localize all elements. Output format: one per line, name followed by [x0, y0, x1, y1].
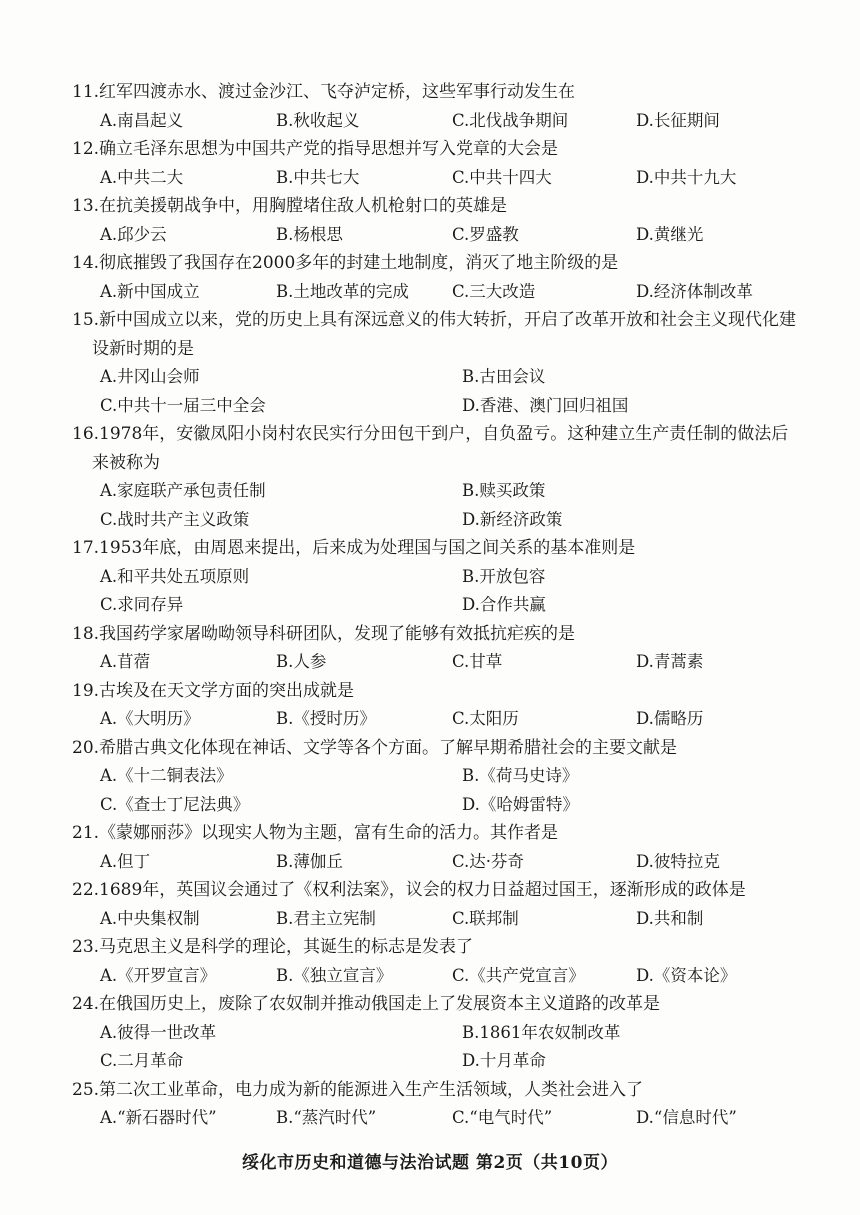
- option-c: C.北伐战争期间: [452, 110, 569, 130]
- option-b: B.《荷马史诗》: [462, 766, 579, 785]
- option-b: B.《独立宣言》: [276, 965, 393, 985]
- option-row: [72, 848, 802, 877]
- option-b: B.1861年农奴制改革: [462, 1022, 621, 1042]
- question-18: [72, 620, 802, 677]
- question-23: [72, 933, 802, 990]
- option-a: A.彼得一世改革: [100, 1022, 217, 1042]
- option-grid: [72, 1019, 802, 1076]
- option-b: B.“蒸汽时代”: [276, 1108, 377, 1127]
- option-c: C.求同存异: [100, 595, 184, 614]
- option-row: [72, 164, 802, 193]
- option-c: C.太阳历: [452, 709, 519, 728]
- question-15: [72, 306, 802, 420]
- option-d: D.彼特拉克: [636, 851, 720, 871]
- question-14: [72, 249, 802, 306]
- question-13: [72, 192, 802, 249]
- option-row: [72, 648, 802, 677]
- option-d: D.十月革命: [462, 1051, 546, 1070]
- option-a: A.新中国成立: [100, 281, 200, 301]
- option-grid: [72, 762, 802, 819]
- option-b: B.杨根思: [276, 224, 343, 244]
- question-stem: 13.在抗美援朝战争中，用胸膛堵住敌人机枪射口的英雄是: [72, 196, 508, 216]
- option-d: D.新经济政策: [462, 509, 563, 529]
- option-c: C.联邦制: [452, 908, 519, 928]
- option-a: A.家庭联产承包责任制: [100, 481, 266, 500]
- question-stem: 15.新中国成立以来，党的历史上具有深远意义的伟大转折，开启了改革开放和社会主义现代化建设新时期的是: [72, 310, 797, 359]
- option-d: D.《哈姆雷特》: [462, 794, 579, 814]
- option-grid: [72, 477, 802, 534]
- question-stem: 11.红军四渡赤水、渡过金沙江、飞夺泸定桥，这些军事行动发生在: [72, 82, 576, 102]
- option-d: D.共和制: [636, 908, 704, 928]
- option-b: B.中共七大: [276, 167, 360, 187]
- question-stem: 20.希腊古典文化体现在神话、文学等各个方面。了解早期希腊社会的主要文献是: [72, 737, 678, 758]
- option-c: C.《查士丁尼法典》: [100, 794, 250, 814]
- option-grid: [72, 563, 802, 620]
- option-c: C.二月革命: [100, 1051, 184, 1070]
- option-b: B.古田会议: [462, 367, 546, 386]
- question-stem: 14.彻底摧毁了我国存在2000多年的封建土地制度，消灭了地主阶级的是: [72, 253, 619, 273]
- option-row: [72, 905, 802, 934]
- option-d: D.“信息时代”: [636, 1108, 737, 1127]
- question-list: [72, 78, 802, 1133]
- option-d: D.香港、澳门回归祖国: [462, 395, 629, 415]
- option-a: A.南昌起义: [100, 110, 184, 130]
- question-16: [72, 420, 802, 534]
- question-17: [72, 534, 802, 620]
- option-d: D.儒略历: [636, 709, 704, 728]
- option-a: A.中共二大: [100, 167, 184, 187]
- option-row: [72, 705, 802, 734]
- option-d: D.中共十九大: [636, 167, 737, 187]
- question-25: [72, 1076, 802, 1133]
- question-stem: 17.1953年底，由周恩来提出，后来成为处理国与国之间关系的基本准则是: [72, 538, 636, 558]
- option-grid: [72, 363, 802, 420]
- option-c: C.中共十一届三中全会: [100, 395, 266, 415]
- page-footer: 绥化市历史和道德与法治试题 第2页（共10页）: [242, 1153, 618, 1173]
- option-b: B.《授时历》: [276, 709, 376, 728]
- question-stem: 25.第二次工业革命，电力成为新的能源进入生产生活领域，人类社会进入了: [72, 1079, 644, 1100]
- option-a: A.苜蓿: [100, 652, 151, 671]
- question-20: [72, 734, 802, 820]
- option-a: A.但丁: [100, 851, 151, 871]
- option-c: C.三大改造: [452, 281, 536, 301]
- option-a: A.《开罗宣言》: [100, 965, 217, 985]
- option-row: [72, 962, 802, 991]
- question-stem: 18.我国药学家屠呦呦领导科研团队，发现了能够有效抵抗疟疾的是: [72, 623, 576, 644]
- option-d: D.青蒿素: [636, 652, 704, 671]
- option-row: [72, 221, 802, 250]
- option-c: C.甘草: [452, 652, 503, 671]
- option-a: A.井冈山会师: [100, 367, 200, 386]
- option-b: B.君主立宪制: [276, 908, 376, 928]
- question-11: [72, 78, 802, 135]
- option-b: B.人参: [276, 652, 327, 671]
- option-d: D.长征期间: [636, 110, 720, 130]
- question-stem: 21.《蒙娜丽莎》以现实人物为主题，富有生命的活力。其作者是: [72, 823, 559, 843]
- option-a: A.《十二铜表法》: [100, 766, 233, 785]
- option-row: [72, 107, 802, 136]
- option-b: B.薄伽丘: [276, 851, 343, 871]
- option-c: C.中共十四大: [452, 167, 552, 187]
- option-d: D.经济体制改革: [636, 281, 753, 301]
- option-row: [72, 1104, 802, 1133]
- option-b: B.开放包容: [462, 566, 546, 586]
- option-b: B.秋收起义: [276, 110, 360, 130]
- question-21: [72, 819, 802, 876]
- option-d: D.《资本论》: [636, 965, 737, 985]
- question-19: [72, 677, 802, 734]
- option-c: C.罗盛教: [452, 224, 519, 244]
- option-a: A.“新石器时代”: [100, 1108, 217, 1127]
- option-a: A.中央集权制: [100, 908, 200, 928]
- question-stem: 23.马克思主义是科学的理论，其诞生的标志是发表了: [72, 937, 474, 957]
- question-stem: 12.确立毛泽东思想为中国共产党的指导思想并写入党章的大会是: [72, 139, 559, 159]
- question-stem: 16.1978年，安徽凤阳小岗村农民实行分田包干到户，自负盈亏。这种建立生产责任制的做法后来被称为: [72, 424, 789, 473]
- question-stem: 19.古埃及在天文学方面的突出成就是: [72, 680, 355, 701]
- option-b: B.土地改革的完成: [276, 281, 409, 301]
- option-d: D.黄继光: [636, 224, 704, 244]
- option-a: A.邱少云: [100, 224, 167, 244]
- option-a: A.《大明历》: [100, 709, 200, 728]
- question-22: [72, 876, 802, 933]
- question-24: [72, 990, 802, 1076]
- option-c: C.达·芬奇: [452, 851, 525, 871]
- option-c: C.“电气时代”: [452, 1108, 553, 1127]
- question-12: [72, 135, 802, 192]
- option-row: [72, 278, 802, 307]
- question-stem: 22.1689年，英国议会通过了《权利法案》，议会的权力日益超过国王，逐渐形成的政体是: [72, 880, 746, 900]
- option-d: D.合作共赢: [462, 595, 546, 614]
- question-stem: 24.在俄国历史上，废除了农奴制并推动俄国走上了发展资本主义道路的改革是: [72, 994, 661, 1014]
- option-c: C.战时共产主义政策: [100, 509, 250, 529]
- option-b: B.赎买政策: [462, 481, 546, 500]
- option-a: A.和平共处五项原则: [100, 566, 250, 586]
- option-c: C.《共产党宣言》: [452, 965, 585, 985]
